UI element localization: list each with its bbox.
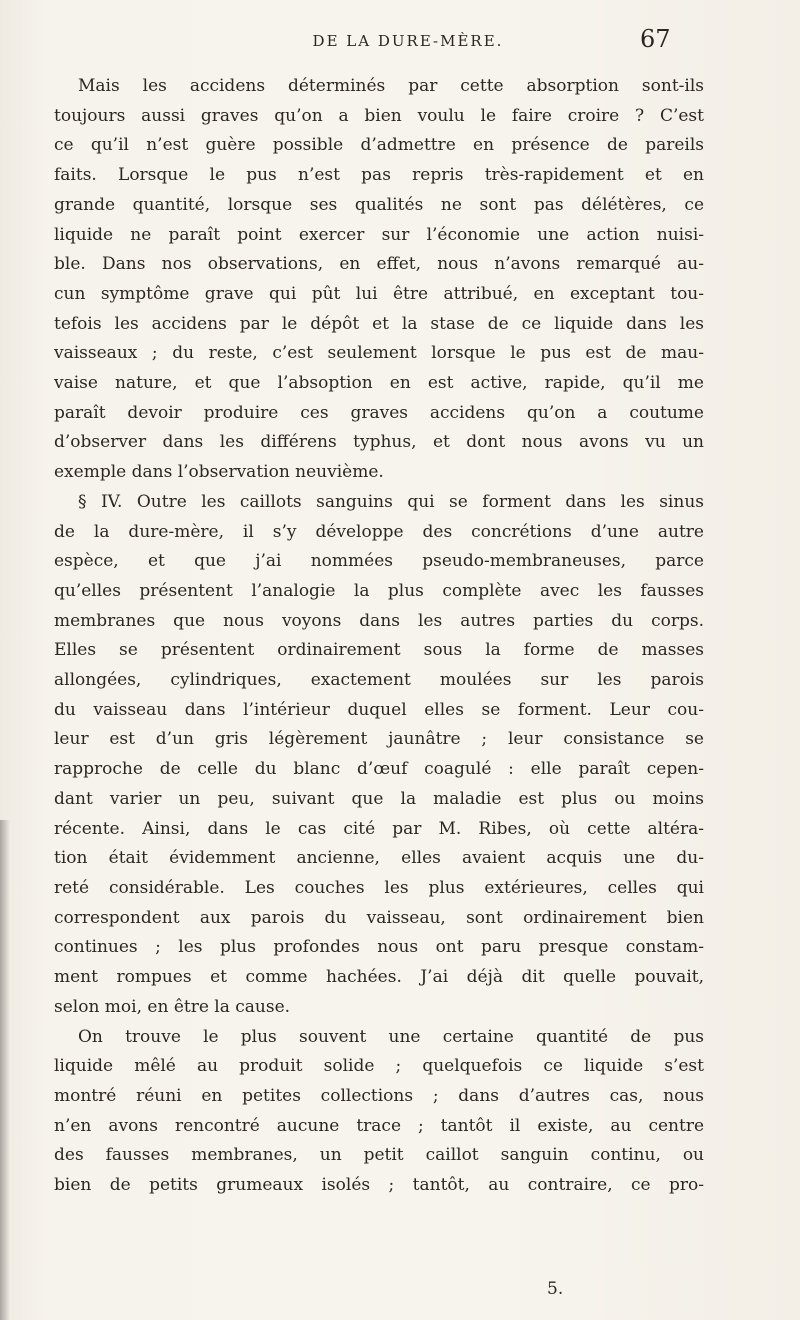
text-line: espèce, et que j’ai nommées pseudo-membraneuses, parce <box>54 551 704 572</box>
text-line: des fausses membranes, un petit caillot sanguin continu, ou <box>54 1145 704 1166</box>
text-line: cun symptôme grave qui pût lui être attribué, en exceptant tou- <box>54 283 704 304</box>
paragraph <box>54 488 704 1023</box>
text-line: Mais les accidens déterminés par cette absorption sont-ils <box>78 76 704 96</box>
text-line: Elles se présentent ordinairement sous la forme de masses <box>54 640 704 661</box>
text-line: qu’elles présentent l’analogie la plus complète avec les fausses <box>54 580 704 601</box>
text-line: tefois les accidens par le dépôt et la stase de ce liquide dans les <box>54 313 704 334</box>
text-line: ment rompues et comme hachées. J’ai déjà dit quelle pouvait, <box>54 967 704 988</box>
text-line: § IV. Outre les caillots sanguins qui se forment dans les sinus <box>78 491 704 512</box>
text-line: tion était évidemment ancienne, elles avaient acquis une du- <box>54 848 704 869</box>
text-line: continues ; les plus profondes nous ont paru presque constam- <box>54 937 704 958</box>
text-line: correspondent aux parois du vaisseau, sont ordinairement bien <box>54 907 704 928</box>
text-line: leur est d’un gris légèrement jaunâtre ; leur consistance se <box>54 729 704 750</box>
text-line: liquide mêlé au produit solide ; quelquefois ce liquide s’est <box>54 1056 704 1077</box>
running-title: DE LA DURE-MÈRE. <box>312 32 504 50</box>
text-line: rapproche de celle du blanc d’œuf coagulé : elle paraît cepen- <box>54 759 704 780</box>
text-line: de la dure-mère, il s’y développe des concrétions d’une autre <box>54 521 704 542</box>
text-line: reté considérable. Les couches les plus extérieures, celles qui <box>54 877 704 898</box>
page-number: 67 <box>640 25 671 53</box>
text-line: membranes que nous voyons dans les autres parties du corps. <box>54 610 704 631</box>
text-line: du vaisseau dans l’intérieur duquel elles se forment. Leur cou- <box>54 699 704 720</box>
text-line: allongées, cylindriques, exactement moulées sur les parois <box>54 670 704 691</box>
page-edge-shadow <box>0 820 10 1320</box>
text-line: paraît devoir produire ces graves accidens qu’on a coutume <box>54 402 704 423</box>
text-line: récente. Ainsi, dans le cas cité par M. Ribes, où cette altéra- <box>54 818 704 839</box>
text-line: d’observer dans les différens typhus, et dont nous avons vu un <box>54 432 704 453</box>
text-line: ce qu’il n’est guère possible d’admettre en présence de pareils <box>54 135 704 156</box>
text-line: On trouve le plus souvent une certaine quantité de pus <box>78 1026 704 1047</box>
text-line: bien de petits grumeaux isolés ; tantôt, au contraire, ce pro- <box>54 1175 704 1196</box>
text-line: ble. Dans nos observations, en effet, nous n’avons remarqué au- <box>54 254 704 275</box>
text-line: faits. Lorsque le pus n’est pas repris très-rapidement et en <box>54 165 704 186</box>
text-line: montré réuni en petites collections ; dans d’autres cas, nous <box>54 1085 704 1106</box>
text-line: exemple dans l’observation neuvième. <box>54 462 384 483</box>
text-line: liquide ne paraît point exercer sur l’économie une action nuisi- <box>54 224 704 245</box>
text-line: grande quantité, lorsque ses qualités ne sont pas délétères, ce <box>54 194 704 215</box>
text-line: selon moi, en être la cause. <box>54 996 291 1017</box>
text-line: toujours aussi graves qu’on a bien voulu le faire croire ? C’est <box>54 105 704 126</box>
signature-mark: 5. <box>547 1279 564 1299</box>
paragraph <box>54 72 704 488</box>
text-line: vaise nature, et que l’absoption en est active, rapide, qu’il me <box>54 373 704 394</box>
body-text <box>54 72 704 1201</box>
text-line: n’en avons rencontré aucune trace ; tantôt il existe, au centre <box>54 1115 704 1136</box>
text-line: vaisseaux ; du reste, c’est seulement lorsque le pus est de mau- <box>54 343 704 364</box>
page-header <box>0 25 800 58</box>
text-line: dant varier un peu, suivant que la maladie est plus ou moins <box>54 788 704 809</box>
paragraph <box>54 1023 704 1201</box>
